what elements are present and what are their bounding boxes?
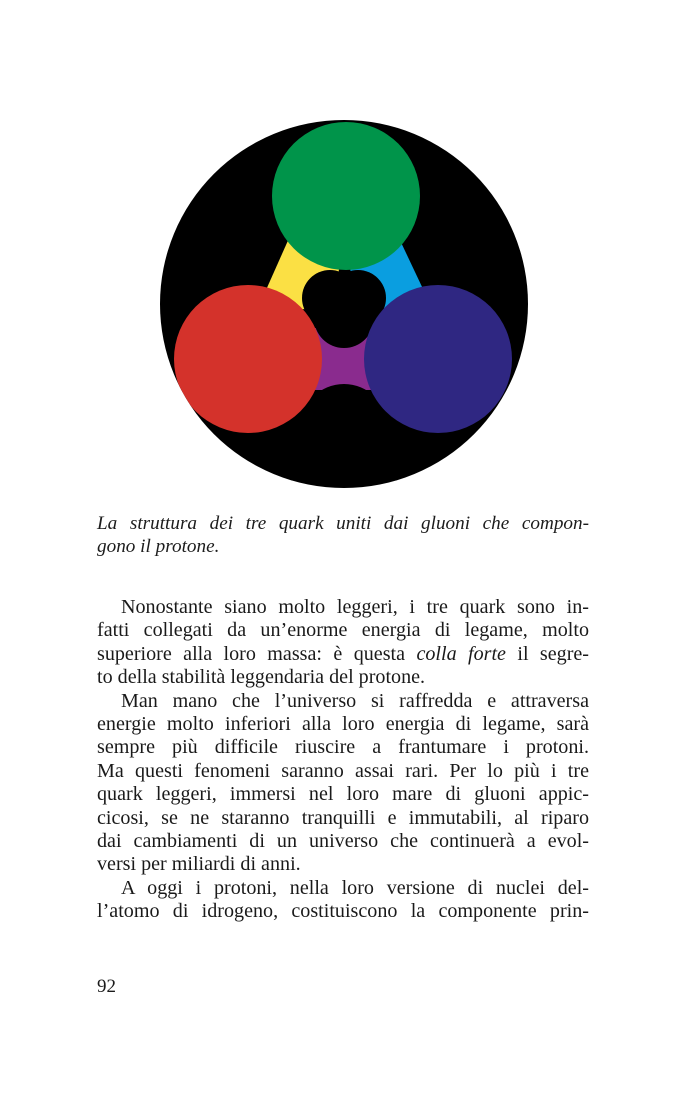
proton-diagram-graphic bbox=[158, 118, 530, 490]
text-line: Nonostante siano molto leggeri, i tre quark sono in- bbox=[121, 596, 589, 618]
quark-blue bbox=[364, 285, 512, 433]
text-line: sempre più difficile riuscire a frantumare i protoni. bbox=[97, 736, 589, 759]
body-text bbox=[97, 596, 589, 924]
text-line: l’atomo di idrogeno, costituiscono la componente prin- bbox=[97, 900, 589, 923]
page-number: 92 bbox=[97, 976, 116, 997]
quark-green bbox=[272, 122, 420, 270]
text-line: Ma questi fenomeni saranno assai rari. Per lo più i tre bbox=[97, 759, 589, 782]
proton-quark-figure bbox=[158, 118, 530, 490]
text-line: energie molto inferiori alla loro energia di legame, sarà bbox=[97, 713, 589, 736]
text-line: A oggi i protoni, nella loro versione di nuclei del- bbox=[121, 876, 589, 899]
text-line: Man mano che l’universo si raffredda e attraversa bbox=[121, 689, 589, 712]
text-segment: il segre- bbox=[505, 642, 590, 665]
paragraph-1 bbox=[97, 596, 589, 690]
text-line: dai cambiamenti di un universo che continuerà a evol- bbox=[97, 830, 589, 853]
emphasis-colla-forte: colla forte bbox=[416, 642, 506, 665]
text-line: versi per miliardi di anni. bbox=[97, 853, 301, 876]
quark-red bbox=[174, 285, 322, 433]
paragraph-2 bbox=[97, 690, 589, 877]
text-line: to della stabilità leggendaria del protone. bbox=[97, 666, 426, 689]
paragraph-3 bbox=[97, 877, 589, 924]
caption-line-1: La struttura dei tre quark uniti dai gluoni che compon- bbox=[97, 513, 589, 534]
text-line-with-emphasis bbox=[97, 643, 589, 666]
text-line: cicosi, se ne staranno tranquilli e immutabili, al riparo bbox=[97, 806, 589, 829]
text-segment: superiore alla loro massa: è questa bbox=[97, 642, 417, 665]
caption-line-2: gono il protone. bbox=[97, 536, 220, 557]
figure-caption bbox=[97, 512, 589, 558]
text-line: fatti collegati da un’enorme energia di legame, molto bbox=[97, 619, 589, 642]
text-line: quark leggeri, immersi nel loro mare di gluoni appic- bbox=[97, 783, 589, 806]
